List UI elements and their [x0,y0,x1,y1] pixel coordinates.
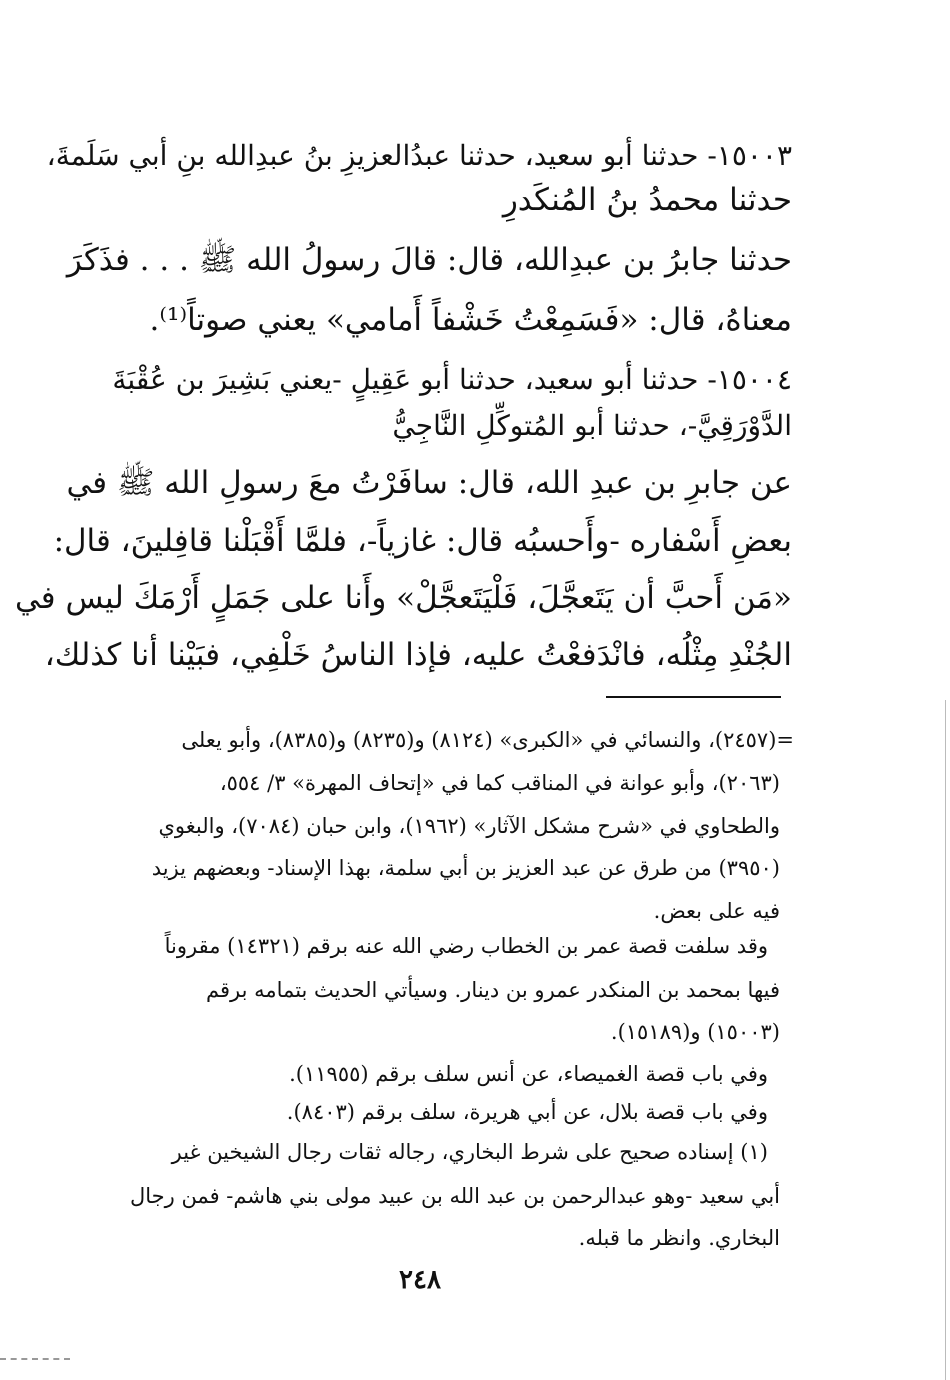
footnote-line: أبي سعيد -وهو عبدالرحمن بن عبد الله بن عبيد مولى بني هاشم- فمن رجال [129,1184,780,1208]
footnote-separator [606,696,781,698]
footnote-line: (١٥٠٠٣) و(١٥١٨٩). [610,1020,780,1044]
footnote-line: فيه على بعض. [653,899,780,923]
hadith-15003-header-line-1: ١٥٠٠٣- حدثنا أبو سعيد، حدثنا عبدُالعزيزِ بنُ عبدِالله بنِ أبي سَلَمةَ، [46,139,792,172]
footnote-line: البخاري. وانظر ما قبله. [578,1226,780,1250]
footnote-line: وفي باب قصة بلال، عن أبي هريرة، سلف برقم (٨٤٠٣). [286,1100,768,1124]
hadith-15004-body-line-1: عن جابرِ بن عبدِ الله، قال: سافَرْتُ معَ رسولِ الله ﷺ في [66,465,792,501]
footnote-line: (٢٠٦٣)، وأبو عوانة في المناقب كما في «إتحاف المهرة» ٣/ ٥٥٤، [219,771,780,795]
hadith-15004-body-line-4: الجُنْدِ مِثْلُه، فانْدَفعْتُ عليه، فإذا الناسُ خَلْفِي، فبَيْنا أنا كذلك، [44,637,792,673]
footnote-line: (١) إسناده صحيح على شرط البخاري، رجاله ثقات رجال الشيخين غير [171,1140,768,1164]
page-number: ٢٤٨ [399,1265,441,1295]
scan-edge-marks [0,1358,70,1363]
footnote-line: والطحاوي في «شرح مشكل الآثار» (١٩٦٢)، وابن حبان (٧٠٨٤)، والبغوي [158,814,780,838]
hadith-15003-header-line-2: حدثنا محمدُ بنُ المُنكَدرِ [502,182,792,218]
hadith-15004-body-line-2: بعضِ أَسْفاره -وأَحسبُه قال: غازياً-، فلمَّا أَقْبَلْنا قافِلينَ، قال: [53,523,792,559]
hadith-15004-header-line-2: الدَّوْرَقِيَّ-، حدثنا أبو المُتوكِّلِ النَّاجِيُّ [392,409,792,442]
footnote-line: وقد سلفت قصة عمر بن الخطاب رضي الله عنه برقم (١٤٣٢١) مقروناً [164,934,768,958]
footnote-line: فيها بمحمد بن المنكدر عمرو بن دينار. وسيأتي الحديث بتمامه برقم [206,978,780,1002]
hadith-15003-body-line-2: معناهُ، قال: «فَسَمِعْتُ خَشْفاً أَمامي» يعني صوتاً⁽¹⁾. [149,302,792,338]
hadith-15003-body-line-1: حدثنا جابرُ بن عبدِالله، قال: قالَ رسولُ الله ﷺ . . . فذَكَرَ [66,242,792,278]
scan-edge-line [945,700,946,1380]
footnote-line: وفي باب قصة الغميصاء، عن أنس سلف برقم (١١٩٥٥). [289,1062,768,1086]
footnote-line: =(٢٤٥٧)، والنسائي في «الكبرى» (٨١٢٤) و(٨٢٣٥) و(٨٣٨٥)، وأبو يعلى [181,728,794,752]
footnote-line: (٣٩٥٠) من طرق عن عبد العزيز بن أبي سلمة، بهذا الإسناد- وبعضهم يزيد [151,856,780,880]
hadith-15004-body-line-3: «مَن أَحبَّ أن يَتَعجَّلَ، فَلْيَتَعجَّلْ» وأَنا على جَمَلٍ أَرْمَكَ ليس في [14,580,792,616]
hadith-15004-header-line-1: ١٥٠٠٤- حدثنا أبو سعيد، حدثنا أبو عَقِيلٍ -يعني بَشِيرَ بن عُقْبَةَ [112,363,792,396]
